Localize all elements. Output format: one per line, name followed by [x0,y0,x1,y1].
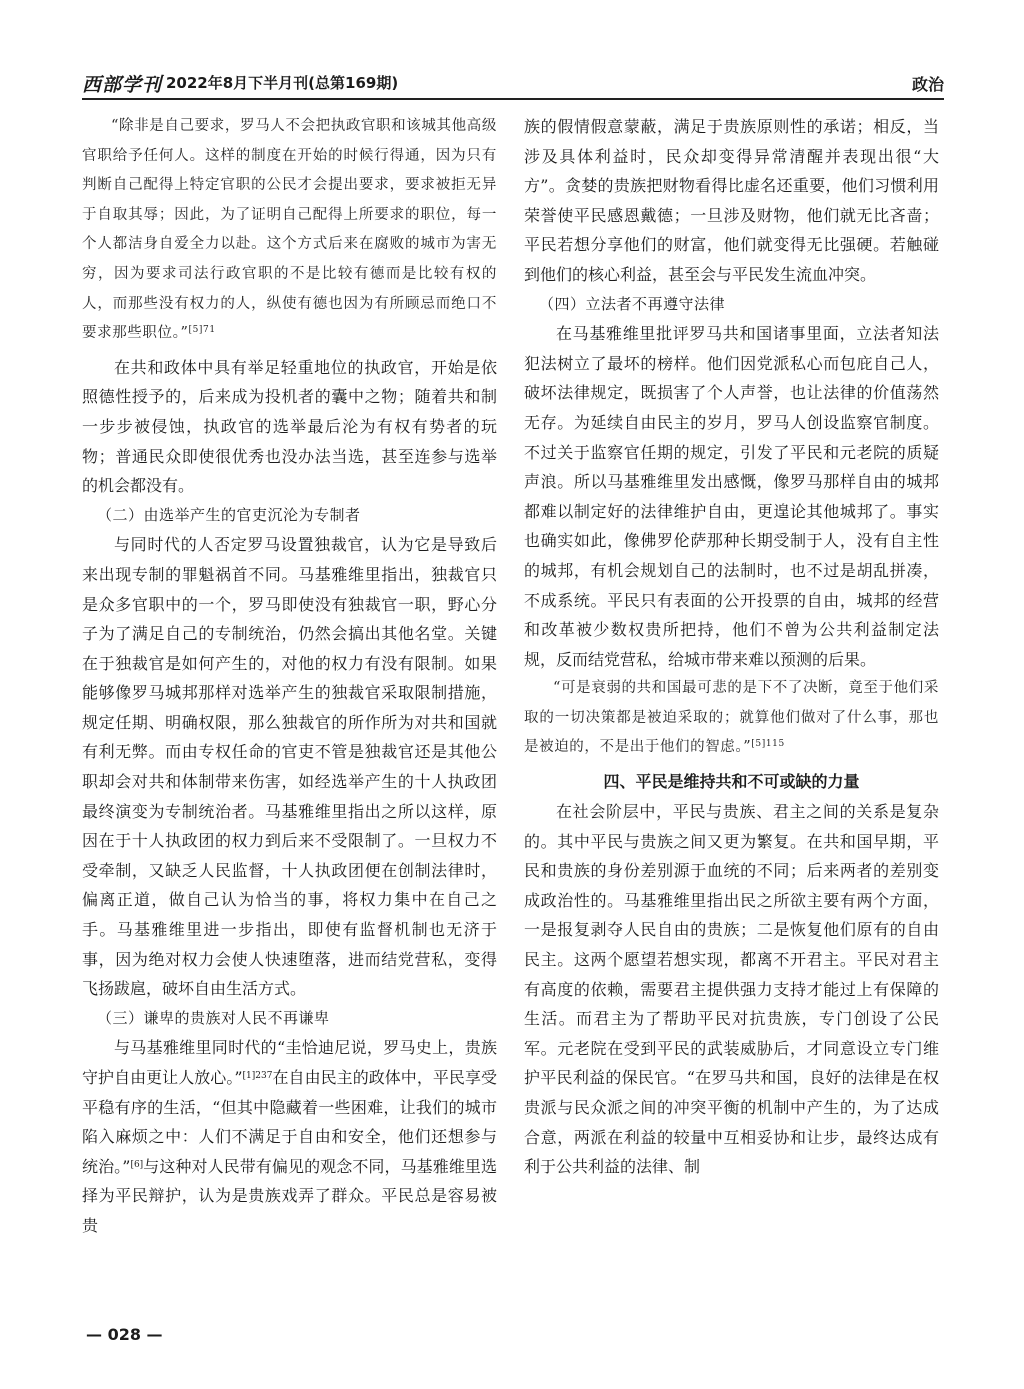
page-number: — 028 — [86,1325,163,1344]
paragraph: 在共和政体中具有举足轻重地位的执政官，开始是依照德性授予的，后来成为投机者的囊中之物；随着共和制一步步被侵蚀，执政官的选举最后沦为有权有势者的玩物；普通民众即使很优秀也没办法当选，甚至连参与选举的机会都没有。 [82,357,497,496]
subsection-heading: （二）由选举产生的官吏沉沦为专制者 [97,505,361,524]
section-heading: 四、平民是维持共和不可或缺的力量 [603,772,860,792]
left-column [82,112,497,1241]
right-column [524,112,939,1182]
subsection-heading: （四）立法者不再遵守法律 [539,294,726,313]
paragraph: 族的假情假意蒙蔽，满足于贵族原则性的承诺；相反，当涉及具体利益时，民众却变得异常清醒并表现出很“大方”。贪婪的贵族把财物看得比虚名还重要，他们习惯利用荣誉使平民感恩戴德；一旦涉及财物，他们就无比吝啬；平民若想分享他们的财富，他们就变得无比强硬。若触碰到他们的核心利益，甚至会与平民发生流血冲突。 [524,117,939,284]
section-name: 政治 [911,75,944,94]
paragraph: 在社会阶层中，平民与贵族、君主之间的关系是复杂的。其中平民与贵族之间又更为繁复。在共和国早期，平民和贵族的身份差别源于血统的不同；后来两者的差别变成政治性的。马基雅维里指出民之所欲主要有两个方面，一是报复剥夺人民自由的贵族；二是恢复他们原有的自由民主。这两个愿望若想实现，都离不开君主。平民对君主有高度的依赖，需要君主提供强力支持才能过上有保障的生活。而君主为了帮助平民对抗贵族，专门创设了公民军。元老院在受到平民的武装威胁后，才同意设立专门维护平民利益的保民官。“在罗马共和国，良好的法律是在权贵派与民众派之间的冲突平衡的机制中产生的，为了达成合意，两派在利益的较量中互相妥协和让步，最终达成有利于公共利益的法律、制 [524,802,939,1177]
citation: [5]115 [751,739,785,750]
quote-text: “可是衰弱的共和国最可悲的是下不了决断，竟至于他们采取的一切决策都是被迫采取的；就算他们做对了什么事，那也是被迫的，不是出于他们的智虑。” [524,680,939,756]
subsection-heading: （三）谦卑的贵族对人民不再谦卑 [97,1008,330,1027]
paragraph: 在马基雅维里批评罗马共和国诸事里面，立法者知法犯法树立了最坏的榜样。他们因党派私心而包庇自己人，破坏法律规定，既损害了个人声誉，也让法律的价值荡然无存。为延续自由民主的岁月，罗马人创设监察官制度。不过关于监察官任期的规定，引发了平民和元老院的质疑声浪。所以马基雅维里发出感慨，像罗马那样自由的城邦都难以制定好的法律维护自由，更遑论其他城邦了。事实也确实如此，像佛罗伦萨那种长期受制于人，没有自主性的城邦，有机会规划自己的法制时，也不过是胡乱拼凑，不成系统。平民只有表面的公开投票的自由，城邦的经营和改革被少数权贵所把持，他们不曾为公共利益制定法规，反而结党营私，给城市带来难以预测的后果。 [524,324,939,669]
block-quote [82,112,497,349]
citation: [1]237 [242,1071,273,1081]
paragraph-text: 与这种对人民带有偏见的观念不同，马基雅维里选择为平民辩护，认为是贵族戏弄了群众。平民总是容易被贵 [82,1156,497,1235]
journal-logo: 西部学刊 [82,74,163,96]
quote-text: “除非是自己要求，罗马人不会把执政官职和该城其他高级官职给予任何人。这样的制度在开始的时候行得通，因为只有判断自己配得上特定官职的公民才会提出要求，要求被拒无异于自取其辱；因此，为了证明自己配得上所要求的职位，每一个人都洁身自爱全力以赴。这个方式后来在腐败的城市为害无穷，因为要求司法行政官职的不是比较有德而是比较有权的人，而那些没有权力的人，纵使有德也因为有所顾忌而绝口不要求那些职位。” [82,118,497,342]
page-header [82,68,944,100]
citation: [5]71 [188,325,216,336]
issue-info: 2022年8月下半月刊(总第169期) [166,74,399,92]
paragraph: 与同时代的人否定罗马设置独裁官，认为它是导致后来出现专制的罪魁祸首不同。马基雅维里指出，独裁官只是众多官职中的一个，罗马即使没有独裁官一职，野心分子为了满足自己的专制统治，仍然会搞出其他名堂。关键在于独裁官是如何产生的，对他的权力有没有限制。如果能够像罗马城邦那样对选举产生的独裁官采取限制措施，规定任期、明确权限，那么独裁官的所作所为对共和国就有利无弊。而由专权任命的官吏不管是独裁官还是其他公职却会对共和体制带来伤害，如经选举产生的十人执政团最终演变为专制统治者。马基雅维里指出之所以这样，原因在于十人执政团的权力到后来不受限制了。一旦权力不受牵制，又缺乏人民监督，十人执政团便在创制法律时，偏离正道，做自己认为恰当的事，将权力集中在自己之手。马基雅维里进一步指出，即使有监督机制也无济于事，因为绝对权力会使人快速堕落，进而结党营私，变得飞扬跋扈，破坏自由生活方式。 [82,535,497,999]
paragraph-text: 与马基雅维里同时代的“圭恰迪尼说，罗马史上，贵族守护自由更让人放心。” [82,1038,497,1087]
block-quote [524,674,939,763]
citation: [6] [130,1159,144,1170]
paragraph-text: 在自由民主的政体中，平民享受平稳有序的生活，“但其中隐藏着一些困难，让我们的城市陷入麻烦之中：人们不满足于自由和安全，他们还想参与统治。” [82,1068,497,1176]
paragraph [82,1033,497,1240]
